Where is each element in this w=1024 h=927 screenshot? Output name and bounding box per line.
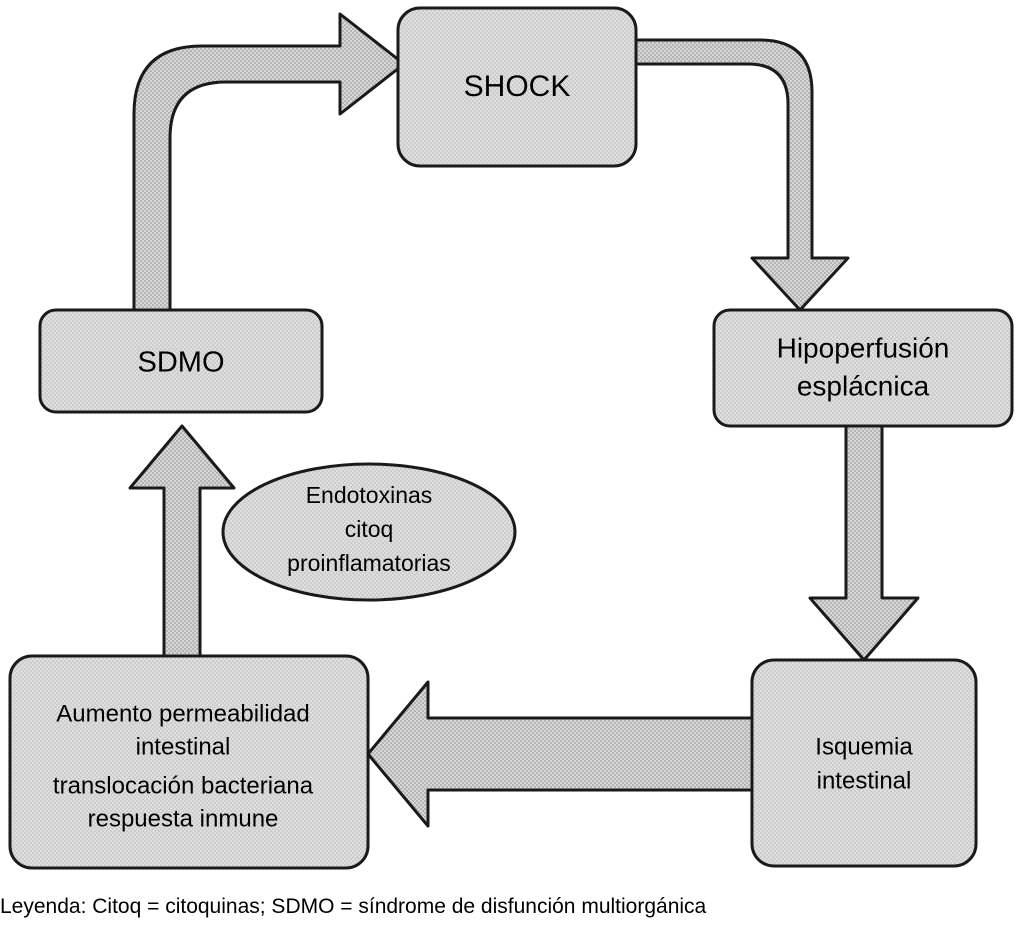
node-endotoxinas-label-line1: Endotoxinas xyxy=(305,482,433,509)
arrow-hipoperfusion-to-isquemia xyxy=(810,424,918,660)
arrow-sdmo-to-shock xyxy=(134,14,404,310)
node-isquemia-label-line1: Isquemia xyxy=(815,733,913,761)
arrow-permeabilidad-to-sdmo xyxy=(130,426,234,656)
node-hipoperfusion-label-line2: esplácnica xyxy=(796,370,930,402)
arrow-isquemia-to-permeabilidad xyxy=(368,682,752,826)
node-shock-label: SHOCK xyxy=(463,69,571,103)
node-endotoxinas-label-line2: citoq xyxy=(344,516,394,543)
node-shock[interactable] xyxy=(398,8,636,166)
node-isquemia[interactable] xyxy=(752,660,976,866)
arrow-shock-to-hipoperfusion xyxy=(636,40,848,310)
node-endotoxinas[interactable] xyxy=(223,464,515,600)
node-hipoperfusion-label-line1: Hipoperfusión xyxy=(776,332,950,364)
node-permeabilidad-label-line3: translocación bacteriana xyxy=(52,772,314,800)
node-sdmo-label: SDMO xyxy=(137,346,225,379)
node-sdmo[interactable] xyxy=(40,310,322,412)
node-endotoxinas-label-line3: proinflamatorias xyxy=(287,550,451,577)
node-permeabilidad-label-line2: intestinal xyxy=(135,733,231,761)
node-isquemia-label-line2: intestinal xyxy=(816,767,912,795)
legend-text: Leyenda: Citoq = citoquinas; SDMO = síndrome de disfunción multiorgánica xyxy=(0,895,707,918)
node-permeabilidad-label-line1: Aumento permeabilidad xyxy=(56,700,310,728)
node-permeabilidad[interactable] xyxy=(10,656,368,868)
node-hipoperfusion[interactable] xyxy=(714,310,1012,426)
node-permeabilidad-label-line4: respuesta inmune xyxy=(87,805,279,833)
